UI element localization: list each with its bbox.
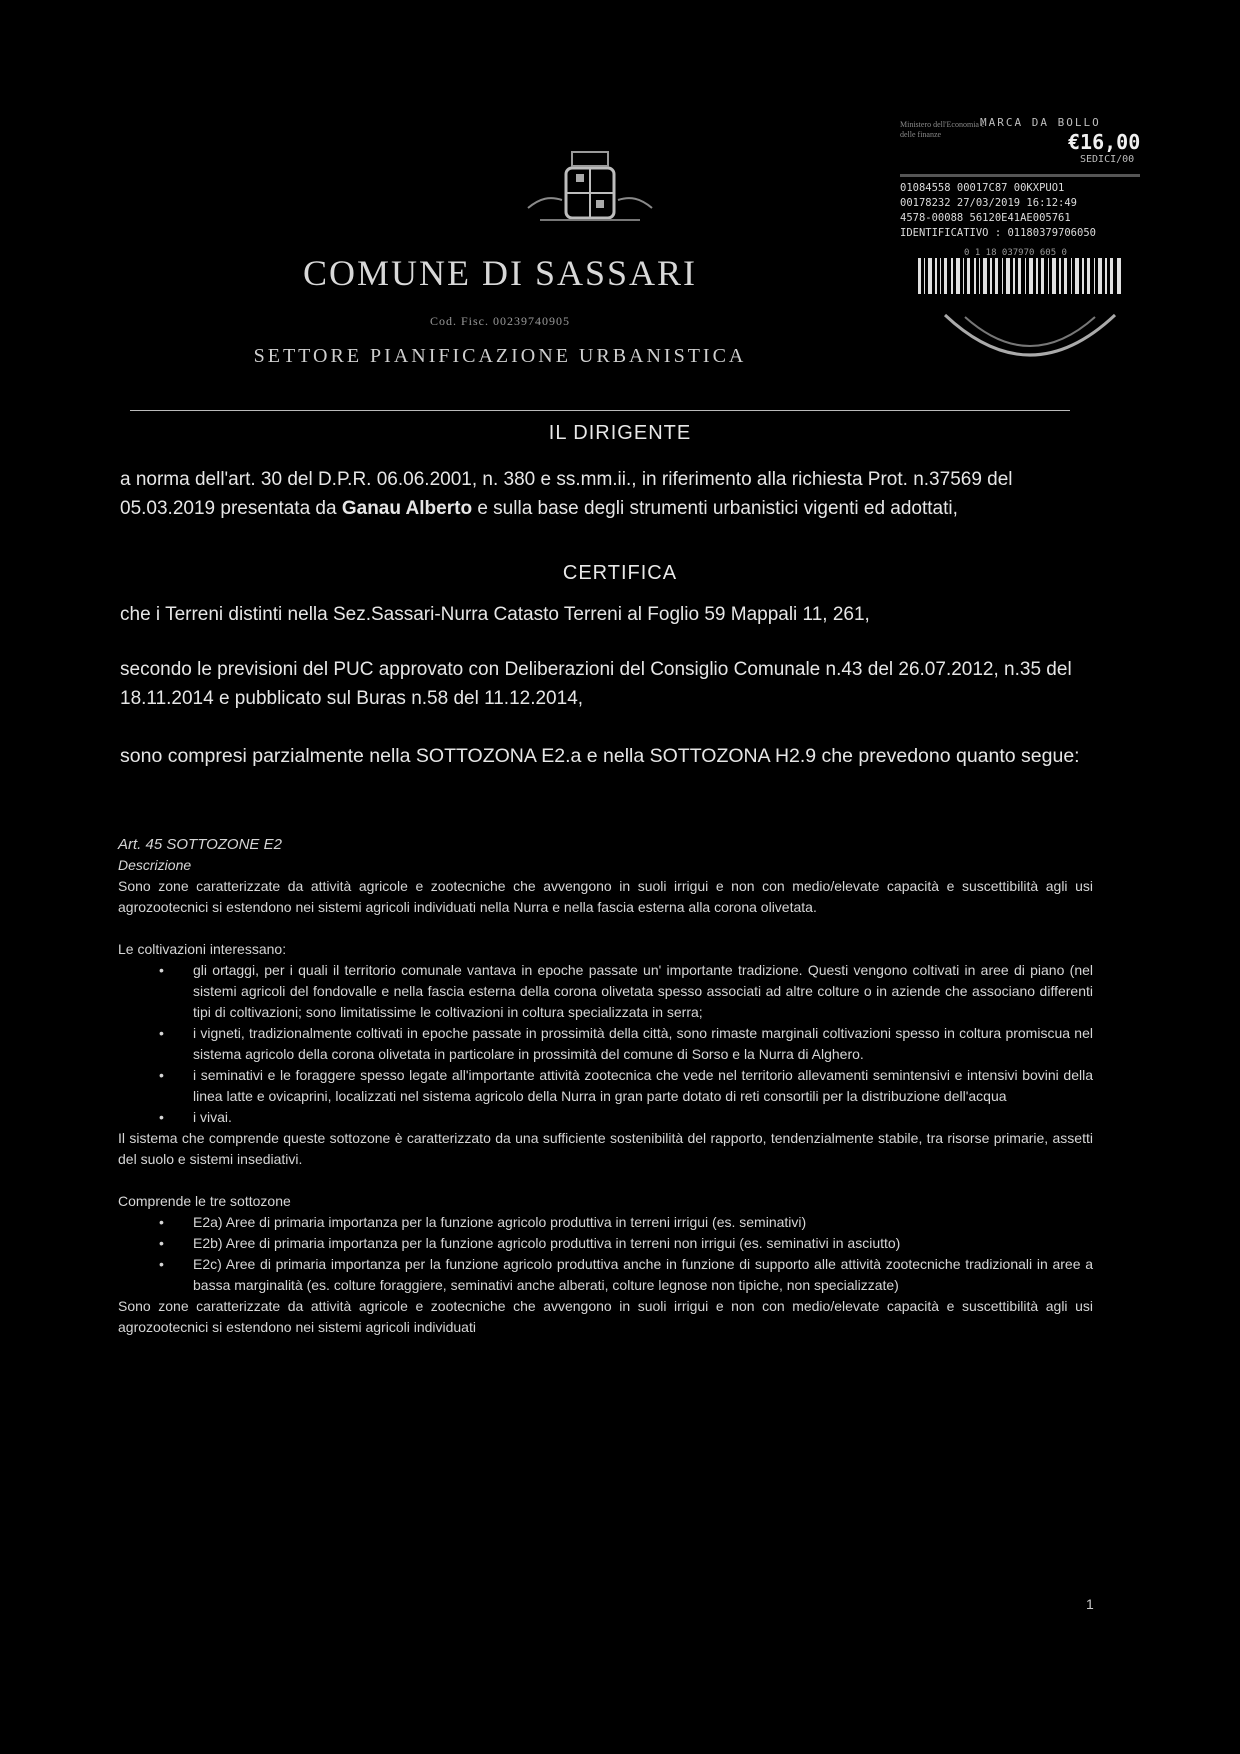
list-item: • i vivai. xyxy=(193,1107,1093,1128)
list-item: • E2c) Aree di primaria importanza per la funzione agricolo produttiva anche in funzione di supporto alle attività zootecniche tradizionali in aree a bassa marginalità (es. colture foraggiere, seminativi anche alberati, colture legnose non tipiche, non specializzate) xyxy=(193,1254,1093,1296)
stamp-authority: Ministero dell'Economia e delle finanze xyxy=(900,120,985,139)
intro-paragraph: a norma dell'art. 30 del D.P.R. 06.06.2001, n. 380 e ss.mm.ii., in riferimento alla richiesta Prot. n.37569 del 05.03.2019 presentata da Ganau Alberto e sulla base degli strumenti urbanistici vigenti ed adottati, xyxy=(120,469,1013,519)
barcode-icon xyxy=(918,258,1123,294)
department-name: SETTORE PIANIFICAZIONE URBANISTICA xyxy=(253,345,747,367)
stamp-codes-1: 01084558 00017C87 00KXPUO1 xyxy=(900,182,1065,194)
title-dirigente: IL DIRIGENTE xyxy=(548,422,692,444)
stamp-amount: €16,00 xyxy=(1068,130,1141,154)
barcode-number: 0 1 18 037970 605 0 xyxy=(964,248,1067,258)
parcels-paragraph: che i Terreni distinti nella Sez.Sassari-Nurra Catasto Terreni al Foglio 59 Mappali 11, 261, xyxy=(120,604,870,625)
puc-paragraph: secondo le previsioni del PUC approvato con Deliberazioni del Consiglio Comunale n.43 del 26.07.2012, n.35 del 18.11.2014 e pubblicato sul Buras n.58 del 11.12.2014, xyxy=(120,659,1072,709)
stamp-identifier: IDENTIFICATIVO : 01180379706050 xyxy=(900,227,1096,239)
crops-intro: Le coltivazioni interessano: xyxy=(118,941,287,957)
article-subtitle: Descrizione xyxy=(118,857,192,873)
crops-list xyxy=(118,960,1093,1128)
subzones-intro: Comprende le tre sottozone xyxy=(118,1193,291,1209)
stamp-codes-2: 00178232 27/03/2019 16:12:49 xyxy=(900,197,1078,209)
municipality-name: COMUNE DI SASSARI xyxy=(302,253,698,293)
article-title: Art. 45 SOTTOZONE E2 xyxy=(118,836,282,853)
stamp-amount-words: SEDICI/00 xyxy=(1080,154,1135,165)
page-number: 1 xyxy=(1086,1596,1094,1612)
tax-code: Cod. Fisc. 00239740905 xyxy=(429,314,570,328)
subzones-list xyxy=(118,1212,1093,1296)
revenue-stamp xyxy=(900,100,1145,390)
article-description: Sono zone caratterizzate da attività agricole e zootecniche che avvengono in suoli irrigui e non con medio/elevate capacità e suscettibilità agli usi agrozootecnici si estendono nei sistemi agricoli individuati nella Nurra e nella fascia esterna alla corona olivetata. xyxy=(118,878,1093,915)
system-paragraph: Il sistema che comprende queste sottozone è caratterizzato da una sufficiente sostenibilità del rapporto, tendenzialmente stabile, tra risorse primarie, assetti del suolo e sistemi insediativi. xyxy=(118,1130,1093,1167)
header-divider xyxy=(130,410,1070,411)
list-item: • i seminativi e le foraggere spesso legate all'importante attività zootecnica che vede nel territorio allevamenti semintensivi e intensivi bovini della linea latte e ovicaprini, localizzati nel sistema agricolo della Nurra in gran parte dotato di reti consortili per la distribuzione dell'acqua xyxy=(193,1065,1093,1107)
applicant-name: Ganau Alberto xyxy=(341,498,473,519)
list-item: • i vigneti, tradizionalmente coltivati in epoche passate in prossimità della città, sono rimaste marginali coltivazioni spesso in coltura promiscua nel sistema agricolo della corona olivetata in particolare in prossimità del comune di Sorso e la Nurra di Alghero. xyxy=(193,1023,1093,1065)
list-item: • E2b) Aree di primaria importanza per la funzione agricolo produttiva in terreni non irrigui (es. seminativi in asciutto) xyxy=(193,1233,1093,1254)
list-item: • gli ortaggi, per i quali il territorio comunale vantava in epoche passate un' importante tradizione. Questi vengono coltivati in aree di piano (nel sistemi agricoli del fondovalle e nella fascia esterna della corona olivetata spesso associati ad altre colture o in aziende che associano differenti tipi di coltivazioni; sono limitatissime le coltivazioni in coltura specializzata in serra; xyxy=(193,960,1093,1023)
official-seal-icon xyxy=(940,305,1120,375)
article-body xyxy=(118,834,1093,1338)
closing-paragraph: Sono zone caratterizzate da attività agricole e zootecniche che avvengono in suoli irrigui e non con medio/elevate capacità e suscettibilità agli usi agrozootecnici si estendono nei sistemi agricoli individuati xyxy=(118,1298,1093,1335)
stamp-label: MARCA DA BOLLO xyxy=(980,116,1101,129)
coat-of-arms-icon xyxy=(520,148,660,228)
title-certifica: CERTIFICA xyxy=(562,562,678,584)
stamp-codes-3: 4578-00088 56120E41AE005761 xyxy=(900,212,1071,224)
list-item: • E2a) Aree di primaria importanza per la funzione agricolo produttiva in terreni irrigui (es. seminativi) xyxy=(193,1212,1093,1233)
zones-paragraph: sono compresi parzialmente nella SOTTOZONA E2.a e nella SOTTOZONA H2.9 che prevedono quanto segue: xyxy=(120,745,1080,767)
